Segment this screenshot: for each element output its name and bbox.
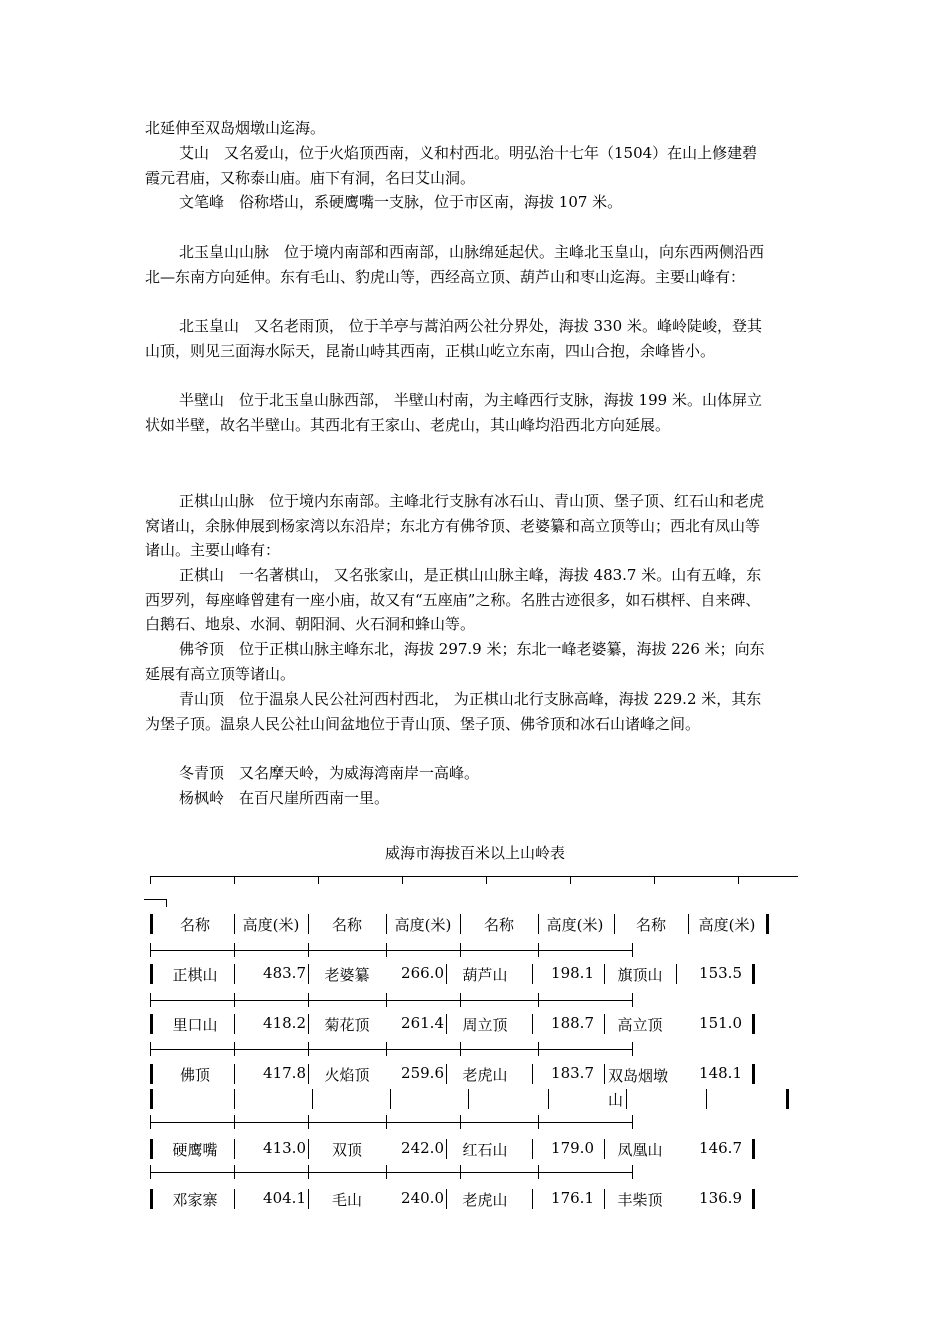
paragraph-banbishan: 半壁山 位于北玉皇山脉西部， 半壁山村南，为主峰西行支脉，海拔 199 米。山体屏立状如半壁，故名半壁山。其西北有王家山、老虎山，其山峰均沿西北方向延展。 [145, 391, 762, 434]
row-separator [150, 950, 632, 951]
cell-name: 老虎山 [462, 1191, 508, 1209]
col-sep [308, 964, 309, 984]
row-edge [752, 1189, 755, 1209]
paragraph-wenbifeng: 文笔峰 俗称塔山，系硬鹰嘴一支脉，位于市区南，海拔 107 米。 [179, 193, 623, 211]
header-height-4: 高度(米) [698, 916, 756, 934]
col-sep [676, 964, 677, 984]
paragraph-continuation: 北延伸至双岛烟墩山迄海。 [145, 119, 326, 137]
table-top-border [150, 876, 798, 877]
sep-tick [460, 993, 461, 1007]
cell-name: 双顶 [331, 1141, 362, 1159]
table-tick [150, 876, 151, 884]
sep-tick [386, 1042, 387, 1056]
cell-height: 417.8 [263, 1064, 306, 1082]
row-edge [150, 914, 153, 934]
paragraph-aishan: 艾山 又名爱山，位于火焰顶西南，义和村西北。明弘治十七年（1504）在山上修建碧霞元君庙，又称泰山庙。庙下有洞，名曰艾山洞。 [145, 144, 758, 187]
col-sep [446, 1189, 447, 1209]
col-sep [532, 1064, 533, 1084]
sep-tick [234, 993, 235, 1007]
col-sep [614, 914, 615, 934]
col-sep [532, 1014, 533, 1034]
sep-tick [538, 1042, 539, 1056]
cell-height: 153.5 [699, 964, 742, 982]
col-sep [548, 1089, 549, 1109]
table-corner [144, 899, 166, 900]
sep-tick [150, 943, 151, 957]
row-edge [786, 1089, 789, 1109]
cell-height: 136.9 [699, 1189, 742, 1207]
col-sep [604, 1189, 605, 1209]
col-sep [312, 1089, 313, 1109]
row-edge [150, 1014, 153, 1034]
sep-tick [234, 1042, 235, 1056]
sep-tick [150, 1115, 151, 1129]
sep-tick [632, 943, 633, 957]
sep-tick [308, 993, 309, 1007]
header-name-4: 名称 [635, 916, 666, 934]
paragraph-beiyuhuang-peak: 北玉皇山 又名老雨顶， 位于羊亭与蒿泊两公社分界处，海拔 330 米。峰岭陡峻，登其山顶，则见三面海水际天，昆嵛山峙其西南，正棋山屹立东南，四山合抱，余峰皆小。 [145, 317, 762, 360]
col-sep [308, 1014, 309, 1034]
cell-name: 里口山 [172, 1016, 218, 1034]
cell-height: 261.4 [401, 1014, 444, 1032]
table-tick [570, 876, 571, 884]
col-sep [446, 1014, 447, 1034]
col-sep [446, 1064, 447, 1084]
col-sep [706, 1089, 707, 1109]
cell-name: 邓家寨 [172, 1191, 218, 1209]
col-sep [234, 914, 235, 934]
cell-height: 151.0 [699, 1014, 742, 1032]
sep-tick [538, 1115, 539, 1129]
cell-name: 火焰顶 [324, 1066, 370, 1084]
cell-name: 周立顶 [462, 1016, 508, 1034]
sep-tick [460, 943, 461, 957]
cell-name: 硬鹰嘴 [172, 1141, 218, 1159]
cell-name: 高立顶 [617, 1016, 663, 1034]
sep-tick [632, 1042, 633, 1056]
sep-tick [234, 1165, 235, 1179]
sep-tick [386, 1165, 387, 1179]
col-sep [468, 1089, 469, 1109]
header-name-3: 名称 [483, 916, 514, 934]
sep-tick [538, 943, 539, 957]
table-tick [234, 876, 235, 884]
col-sep [234, 964, 235, 984]
col-sep [234, 1089, 235, 1109]
row-edge [150, 1139, 153, 1159]
cell-name: 旗顶山 [617, 966, 663, 984]
paragraph-yangfengling: 杨枫岭 在百尺崖所西南一里。 [179, 789, 390, 807]
cell-height: 404.1 [263, 1189, 306, 1207]
sep-tick [308, 943, 309, 957]
cell-height: 413.0 [263, 1139, 306, 1157]
row-edge [150, 1064, 153, 1084]
sep-tick [460, 1165, 461, 1179]
row-separator [150, 1172, 632, 1173]
sep-tick [150, 993, 151, 1007]
col-sep [604, 1139, 605, 1159]
paragraph-dongqingding: 冬青顶 又名摩天岭，为威海湾南岸一高峰。 [179, 764, 480, 782]
cell-height: 198.1 [551, 964, 594, 982]
sep-tick [234, 1115, 235, 1129]
table-corner-tick [166, 899, 167, 907]
cell-name: 葫芦山 [462, 966, 508, 984]
paragraph-zhengqi-peak: 正棋山 一名著棋山， 又名张家山，是正棋山山脉主峰，海拔 483.7 米。山有五峰，东西罗列，每座峰曾建有一座小庙，故又有“五座庙”之称。名胜古迹很多，如石棋枰、自来碑、白鹅石、地泉、水洞、朝阳洞、火石洞和蜂山等。 [145, 566, 762, 633]
sep-tick [386, 1115, 387, 1129]
sep-tick [538, 993, 539, 1007]
col-sep [446, 1139, 447, 1159]
table-title: 威海市海拔百米以上山岭表 [384, 844, 565, 862]
col-sep [308, 914, 309, 934]
col-sep [532, 964, 533, 984]
cell-height: 418.2 [263, 1014, 306, 1032]
cell-height: 266.0 [401, 964, 444, 982]
col-sep [604, 1064, 605, 1084]
cell-height: 183.7 [551, 1064, 594, 1082]
table-tick [318, 876, 319, 884]
cell-name: 毛山 [331, 1191, 362, 1209]
paragraph-foyeding: 佛爷顶 位于正棋山脉主峰东北，海拔 297.9 米；东北一峰老婆纂，海拔 226 米；向东延展有高立顶等诸山。 [145, 640, 765, 683]
row-edge [150, 1089, 153, 1109]
cell-height: 483.7 [263, 964, 306, 982]
sep-tick [308, 1165, 309, 1179]
sep-tick [460, 1115, 461, 1129]
cell-name: 正棋山 [172, 966, 218, 984]
table-tick [738, 876, 739, 884]
col-sep [308, 1064, 309, 1084]
row-separator [150, 1122, 632, 1123]
col-sep [308, 1139, 309, 1159]
cell-height: 176.1 [551, 1189, 594, 1207]
row-edge [752, 1139, 755, 1159]
table-tick [486, 876, 487, 884]
row-edge [752, 1064, 755, 1084]
sep-tick [632, 1165, 633, 1179]
col-sep [234, 1064, 235, 1084]
paragraph-zhengqi-range: 正棋山山脉 位于境内东南部。主峰北行支脉有冰石山、青山顶、堡子顶、红石山和老虎窝诸山，余脉伸展到杨家湾以东沿岸；东北方有佛爷顶、老婆纂和高立顶等山；西北有凤山等诸山。主要山峰有： [145, 492, 765, 559]
col-sep [390, 1089, 391, 1109]
sep-tick [460, 1042, 461, 1056]
sep-tick [308, 1115, 309, 1129]
sep-tick [386, 993, 387, 1007]
sep-tick [632, 993, 633, 1007]
row-edge [752, 1014, 755, 1034]
header-height-1: 高度(米) [242, 916, 300, 934]
cell-name: 凤凰山 [617, 1141, 663, 1159]
col-sep [460, 914, 461, 934]
row-edge [150, 1189, 153, 1209]
cell-name: 丰柴顶 [617, 1191, 663, 1209]
table-tick [402, 876, 403, 884]
col-sep [604, 1014, 605, 1034]
sep-tick [234, 943, 235, 957]
sep-tick [308, 1042, 309, 1056]
cell-height: 188.7 [551, 1014, 594, 1032]
cell-name: 佛顶 [179, 1066, 210, 1084]
col-sep [532, 1189, 533, 1209]
col-sep [386, 914, 387, 934]
col-sep [538, 914, 539, 934]
col-sep [234, 1139, 235, 1159]
col-sep [688, 914, 689, 934]
header-height-3: 高度(米) [546, 916, 604, 934]
table-tick [654, 876, 655, 884]
sep-tick [632, 1115, 633, 1129]
header-name-1: 名称 [179, 916, 210, 934]
cell-height: 242.0 [401, 1139, 444, 1157]
paragraph-qingshanding: 青山顶 位于温泉人民公社河西村西北， 为正棋山北行支脉高峰，海拔 229.2 米，其东为堡子顶。温泉人民公社山间盆地位于青山顶、堡子顶、佛爷顶和冰石山诸峰之间。 [145, 690, 762, 733]
cell-height: 240.0 [401, 1189, 444, 1207]
cell-height: 259.6 [401, 1064, 444, 1082]
row-edge [766, 914, 769, 934]
col-sep [308, 1189, 309, 1209]
mountain-table [150, 0, 800, 1344]
col-sep [626, 1089, 627, 1109]
col-sep [604, 964, 605, 984]
cell-name: 双岛烟墩山 [608, 1067, 669, 1109]
cell-height: 148.1 [699, 1064, 742, 1082]
cell-name: 老婆纂 [324, 966, 370, 984]
cell-height: 146.7 [699, 1139, 742, 1157]
header-height-2: 高度(米) [394, 916, 452, 934]
row-separator [150, 1049, 632, 1050]
cell-height: 179.0 [551, 1139, 594, 1157]
sep-tick [150, 1042, 151, 1056]
header-name-2: 名称 [331, 916, 362, 934]
col-sep [234, 1014, 235, 1034]
row-edge [752, 964, 755, 984]
paragraph-beiyuhuang-range: 北玉皇山山脉 位于境内南部和西南部，山脉绵延起伏。主峰北玉皇山，向东西两侧沿西北—东南方向延伸。东有毛山、豹虎山等，西经高立顶、葫芦山和枣山迄海。主要山峰有： [145, 243, 765, 286]
row-separator [150, 1000, 632, 1001]
sep-tick [150, 1165, 151, 1179]
col-sep [446, 964, 447, 984]
sep-tick [538, 1165, 539, 1179]
row-edge [150, 964, 153, 984]
cell-name: 老虎山 [462, 1066, 508, 1084]
cell-name: 菊花顶 [324, 1016, 370, 1034]
sep-tick [386, 943, 387, 957]
col-sep [234, 1189, 235, 1209]
col-sep [532, 1139, 533, 1159]
cell-name: 红石山 [462, 1141, 508, 1159]
